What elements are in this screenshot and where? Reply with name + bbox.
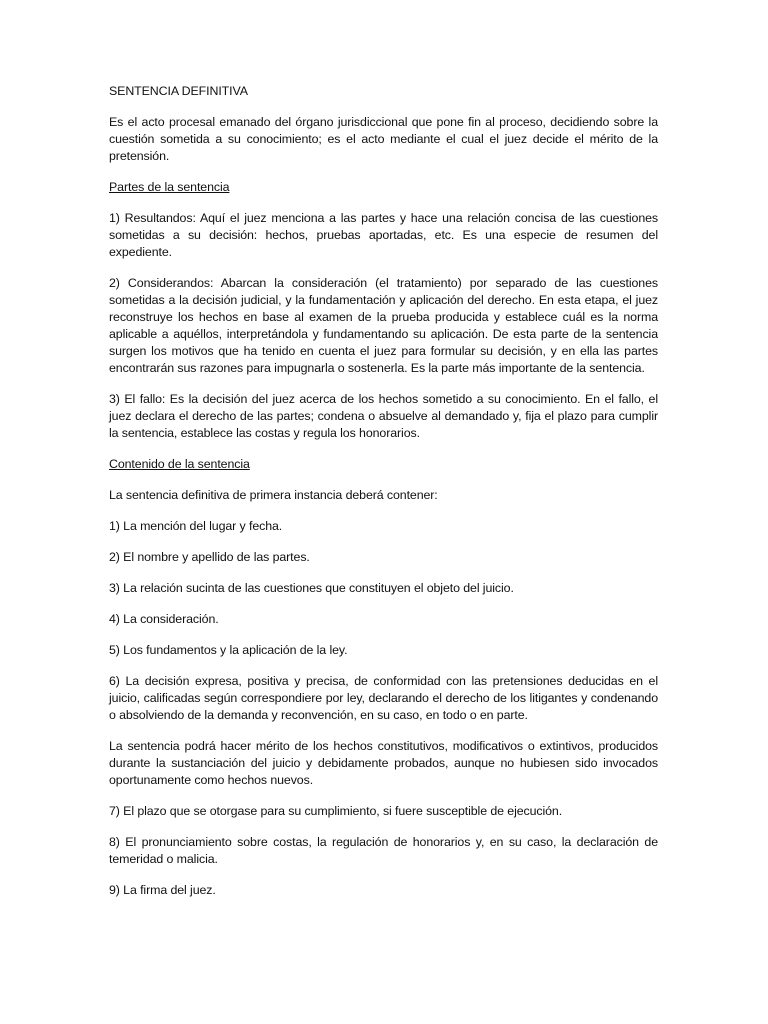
content-intro: La sentencia definitiva de primera instancia deberá contener:	[109, 488, 438, 502]
content-item: 6) La decisión expresa, positiva y precisa, de conformidad con las pretensiones deducidas en el juicio, calificadas según correspondiere por ley, declarando el derecho de los litigantes y condenando o absolviendo de la demanda y reconvención, en su caso, en todo o en parte.	[109, 674, 658, 722]
part-label: 1) Resultandos:	[109, 211, 196, 225]
part-considerandos	[109, 275, 658, 377]
content-heading: Contenido de la sentencia	[109, 457, 250, 471]
intro-paragraph: Es el acto procesal emanado del órgano jurisdiccional que pone fin al proceso, decidiendo sobre la cuestión sometida a su conocimiento; es el acto mediante el cual el juez decide el mérito de la pretensión.	[109, 115, 658, 163]
content-item: 7) El plazo que se otorgase para su cumplimiento, si fuere susceptible de ejecución.	[109, 804, 563, 818]
content-item: 3) La relación sucinta de las cuestiones que constituyen el objeto del juicio.	[109, 581, 514, 595]
parts-heading: Partes de la sentencia	[109, 180, 230, 194]
document-page	[109, 83, 658, 913]
part-text: Aquí el juez menciona a las partes y hace una relación concisa de las cuestiones sometidas a su decisión: hechos, pruebas aportadas, etc. Es una especie de resumen del expediente.	[109, 211, 658, 259]
part-text: Abarcan la consideración (el tratamiento) por separado de las cuestiones sometidas a la decisión judicial, y la fundamentación y aplicación del derecho. En esta etapa, el juez reconstruye los hechos en base al examen de la prueba producida y establece cuál es la norma aplicable a aquéllos, interpretándola y fundamentando su aplicación. De esta parte de la sentencia surgen los motivos que ha tenido en cuenta el juez para formular su decisión, y en ella las partes encontrarán sus razones para impugnarla o sostenerla. Es la parte más importante de la sentencia.	[109, 276, 658, 375]
content-item: 8) El pronunciamiento sobre costas, la regulación de honorarios y, en su caso, la declaración de temeridad o malicia.	[109, 835, 658, 866]
document-title: SENTENCIA DEFINITIVA	[109, 84, 248, 98]
content-item: 1) La mención del lugar y fecha.	[109, 519, 283, 533]
part-resultandos	[109, 210, 658, 261]
part-label: 3) El fallo:	[109, 392, 166, 406]
content-item: 4) La consideración.	[109, 612, 219, 626]
content-item: 2) El nombre y apellido de las partes.	[109, 550, 310, 564]
content-item: 5) Los fundamentos y la aplicación de la ley.	[109, 643, 348, 657]
content-item: 9) La firma del juez.	[109, 883, 216, 897]
content-note: La sentencia podrá hacer mérito de los hechos constitutivos, modificativos o extintivos, producidos durante la sustanciación del juicio y debidamente probados, aunque no hubiesen sido invocados oportunamente como hechos nuevos.	[109, 739, 658, 787]
part-label: 2) Considerandos:	[109, 276, 214, 290]
part-fallo	[109, 391, 658, 442]
part-text: Es la decisión del juez acerca de los hechos sometido a su conocimiento. En el fallo, el juez declara el derecho de las partes; condena o absuelve al demandado y, fija el plazo para cumplir la sentencia, establece las costas y regula los honorarios.	[109, 392, 658, 440]
